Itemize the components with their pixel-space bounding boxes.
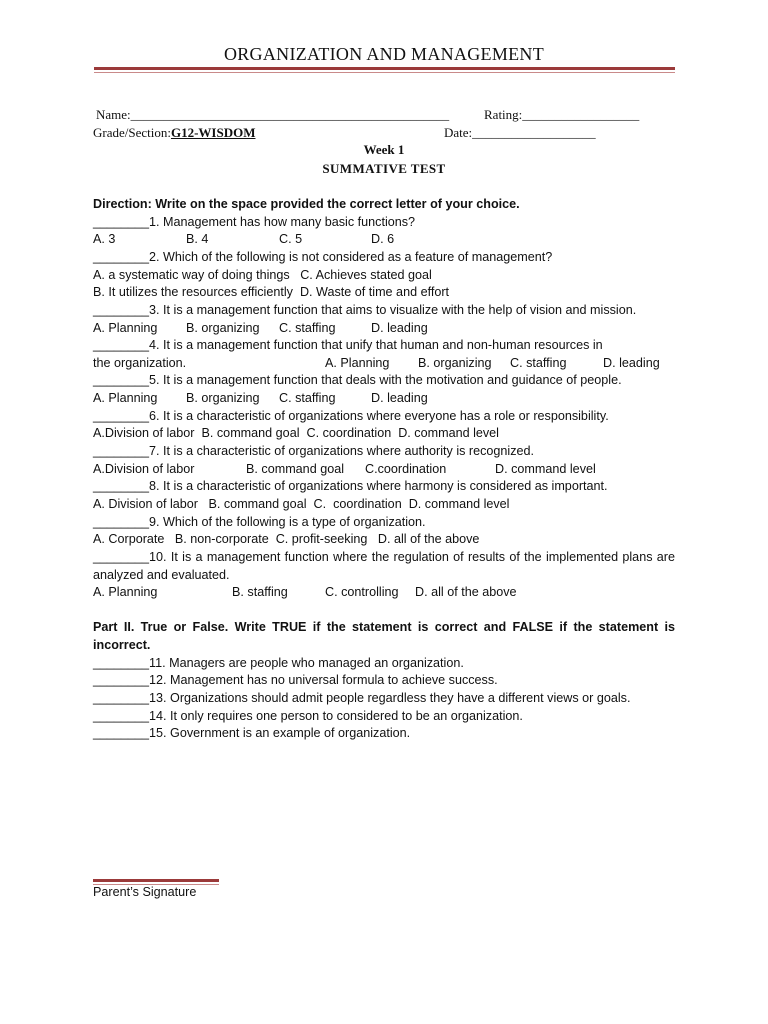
question-4: ________4. It is a management function that unify that human and non-human resources in [93,338,603,353]
option-b: B. staffing [232,585,288,600]
direction-text: Direction: Write on the space provided the correct letter of your choice. [93,197,520,211]
question-5-options [93,390,675,408]
question-1-options [93,231,675,249]
question-6-options: A.Division of labor B. command goal C. coordination D. command level [93,426,499,441]
grade-row [93,125,255,141]
option-c: C. staffing [279,320,336,335]
test-title: SUMMATIVE TEST [322,161,446,176]
question-10-options [93,584,675,602]
signature-line [93,879,219,882]
rating-field[interactable]: __________________ [522,107,640,122]
question-10: ________10. It is a management function where the regulation of results of the implemented plans are analyzed and evaluated. [93,549,675,582]
option-a: A. 3 [93,232,116,247]
question-7-options [93,461,675,479]
question-14: ________14. It only requires one person to considered to be an organization. [93,708,523,723]
option-b: B. organizing [186,391,260,406]
option-d: D. 6 [371,232,395,247]
option-d: D. command level [495,461,596,476]
part-2-heading: Part II. True or False. Write TRUE if the statement is correct and FALSE if the statement is incorrect. [93,620,675,653]
option-c: C. staffing [279,391,336,406]
option-d: D. leading [603,355,660,370]
question-8: ________8. It is a characteristic of organizations where harmony is considered as important. [93,479,608,494]
question-8-options: A. Division of labor B. command goal C. coordination D. command level [93,496,510,511]
title-divider-thin [94,72,675,73]
option-a: A. Planning [93,391,158,406]
option-b: B. command goal [246,461,345,476]
option-a: A.Division of labor [93,461,195,476]
option-c: C. 5 [279,232,303,247]
question-4-tail: the organization. [93,355,187,370]
option-c: C. controlling [325,585,399,600]
date-field[interactable]: ___________________ [472,125,596,140]
section-spacer [93,602,675,620]
test-body [93,196,675,743]
name-row [96,107,449,123]
question-3: ________3. It is a management function that aims to visualize with the help of vision and mission. [93,302,637,317]
parent-signature-label: Parent’s Signature [93,885,197,899]
question-11: ________11. Managers are people who managed an organization. [93,655,464,670]
question-4-continued [93,355,675,373]
question-2-options-bd: B. It utilizes the resources efficiently D. Waste of time and effort [93,285,450,300]
option-b: B. 4 [186,232,209,247]
option-d: D. leading [371,320,428,335]
title-divider [94,67,675,70]
option-a: A. Planning [93,320,158,335]
grade-label: Grade/Section: [93,125,171,140]
question-15: ________15. Government is an example of organization. [93,726,411,741]
option-a: A. Planning [93,585,158,600]
option-d: D. leading [371,391,428,406]
week-label: Week 1 [363,142,405,157]
question-5: ________5. It is a management function that deals with the motivation and guidance of people. [93,373,622,388]
option-b: B. organizing [186,320,260,335]
question-2-options-ac: A. a systematic way of doing things C. Achieves stated goal [93,267,432,282]
document-title: ORGANIZATION AND MANAGEMENT [223,44,545,64]
option-d: D. all of the above [415,585,517,600]
option-a: A. Planning [325,355,390,370]
question-6: ________6. It is a characteristic of organizations where everyone has a role or responsibility. [93,408,609,423]
question-9: ________9. Which of the following is a type of organization. [93,514,426,529]
question-1: ________1. Management has how many basic functions? [93,214,416,229]
grade-value: G12-WISDOM [170,125,256,140]
rating-row [484,107,639,123]
date-label: Date: [444,125,473,140]
question-13: ________13. Organizations should admit people regardless they have a different views or goals. [93,691,631,706]
name-field[interactable]: _________________________________________________ [130,107,450,122]
date-row [444,125,596,141]
rating-label: Rating: [484,107,523,122]
option-c: C.coordination [365,461,447,476]
question-12: ________12. Management has no universal formula to achieve success. [93,673,498,688]
name-label: Name: [96,107,131,122]
option-c: C. staffing [510,355,567,370]
question-7: ________7. It is a characteristic of organizations where authority is recognized. [93,444,535,458]
option-b: B. organizing [418,355,492,370]
question-2: ________2. Which of the following is not considered as a feature of management? [93,249,553,264]
question-9-options: A. Corporate B. non-corporate C. profit-seeking D. all of the above [93,532,480,547]
question-3-options [93,320,675,338]
